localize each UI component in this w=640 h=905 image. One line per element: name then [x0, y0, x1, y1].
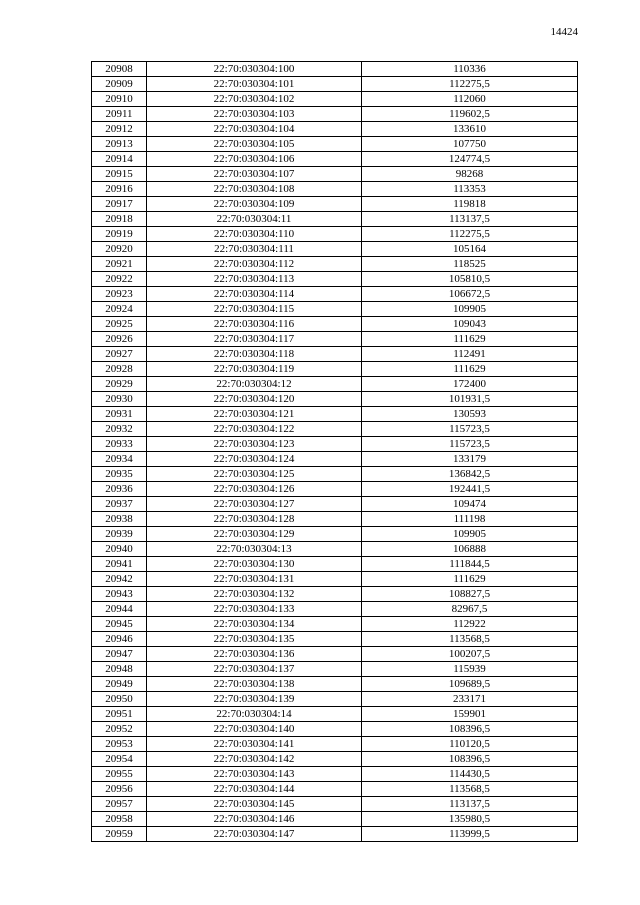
row-number-cell: 20949: [92, 677, 147, 692]
cadastral-value-cell: 113568,5: [362, 632, 578, 647]
cadastral-number-cell: 22:70:030304:108: [147, 182, 362, 197]
row-number-cell: 20940: [92, 542, 147, 557]
table-row: [92, 572, 578, 587]
cadastral-value-cell: 119818: [362, 197, 578, 212]
cadastral-number-cell: 22:70:030304:112: [147, 257, 362, 272]
cadastral-value-cell: 133610: [362, 122, 578, 137]
cadastral-value-cell: 124774,5: [362, 152, 578, 167]
cadastral-number-cell: 22:70:030304:127: [147, 497, 362, 512]
cadastral-value-cell: 112060: [362, 92, 578, 107]
row-number-cell: 20916: [92, 182, 147, 197]
row-number-cell: 20908: [92, 62, 147, 77]
row-number-cell: 20935: [92, 467, 147, 482]
row-number-cell: 20922: [92, 272, 147, 287]
cadastral-number-cell: 22:70:030304:136: [147, 647, 362, 662]
table-row: [92, 407, 578, 422]
table-row: [92, 587, 578, 602]
table-row: [92, 542, 578, 557]
table-row: [92, 422, 578, 437]
cadastral-number-cell: 22:70:030304:111: [147, 242, 362, 257]
cadastral-number-cell: 22:70:030304:119: [147, 362, 362, 377]
cadastral-value-cell: 105164: [362, 242, 578, 257]
row-number-cell: 20948: [92, 662, 147, 677]
cadastral-number-cell: 22:70:030304:126: [147, 482, 362, 497]
cadastral-value-cell: 111629: [362, 332, 578, 347]
table-row: [92, 212, 578, 227]
cadastral-number-cell: 22:70:030304:138: [147, 677, 362, 692]
row-number-cell: 20957: [92, 797, 147, 812]
cadastral-number-cell: 22:70:030304:135: [147, 632, 362, 647]
row-number-cell: 20915: [92, 167, 147, 182]
row-number-cell: 20956: [92, 782, 147, 797]
cadastral-value-cell: 118525: [362, 257, 578, 272]
cadastral-value-cell: 233171: [362, 692, 578, 707]
cadastral-value-cell: 113137,5: [362, 212, 578, 227]
row-number-cell: 20926: [92, 332, 147, 347]
cadastral-number-cell: 22:70:030304:123: [147, 437, 362, 452]
table-row: [92, 737, 578, 752]
row-number-cell: 20931: [92, 407, 147, 422]
cadastral-number-cell: 22:70:030304:103: [147, 107, 362, 122]
row-number-cell: 20959: [92, 827, 147, 842]
cadastral-number-cell: 22:70:030304:129: [147, 527, 362, 542]
cadastral-value-cell: 105810,5: [362, 272, 578, 287]
cadastral-value-cell: 109905: [362, 302, 578, 317]
table-row: [92, 557, 578, 572]
cadastral-value-cell: 106888: [362, 542, 578, 557]
cadastral-value-cell: 172400: [362, 377, 578, 392]
cadastral-number-cell: 22:70:030304:120: [147, 392, 362, 407]
cadastral-value-cell: 98268: [362, 167, 578, 182]
cadastral-number-cell: 22:70:030304:121: [147, 407, 362, 422]
row-number-cell: 20951: [92, 707, 147, 722]
cadastral-number-cell: 22:70:030304:106: [147, 152, 362, 167]
table-row: [92, 242, 578, 257]
cadastral-number-cell: 22:70:030304:13: [147, 542, 362, 557]
row-number-cell: 20945: [92, 617, 147, 632]
table-row: [92, 602, 578, 617]
table-row: [92, 302, 578, 317]
row-number-cell: 20928: [92, 362, 147, 377]
row-number-cell: 20933: [92, 437, 147, 452]
cadastral-number-cell: 22:70:030304:118: [147, 347, 362, 362]
table-row: [92, 812, 578, 827]
table-row: [92, 707, 578, 722]
row-number-cell: 20924: [92, 302, 147, 317]
cadastral-value-cell: 109474: [362, 497, 578, 512]
row-number-cell: 20954: [92, 752, 147, 767]
row-number-cell: 20909: [92, 77, 147, 92]
table-row: [92, 137, 578, 152]
table-row: [92, 767, 578, 782]
cadastral-number-cell: 22:70:030304:146: [147, 812, 362, 827]
table-row: [92, 347, 578, 362]
cadastral-value-cell: 136842,5: [362, 467, 578, 482]
table-row: [92, 752, 578, 767]
cadastral-value-cell: 82967,5: [362, 602, 578, 617]
table-row: [92, 782, 578, 797]
cadastral-value-cell: 115723,5: [362, 437, 578, 452]
row-number-cell: 20919: [92, 227, 147, 242]
table-row: [92, 332, 578, 347]
table-row: [92, 662, 578, 677]
row-number-cell: 20929: [92, 377, 147, 392]
table-row: [92, 527, 578, 542]
cadastral-number-cell: 22:70:030304:107: [147, 167, 362, 182]
table-row: [92, 722, 578, 737]
cadastral-number-cell: 22:70:030304:147: [147, 827, 362, 842]
cadastral-number-cell: 22:70:030304:145: [147, 797, 362, 812]
table-row: [92, 122, 578, 137]
row-number-cell: 20927: [92, 347, 147, 362]
table-row: [92, 62, 578, 77]
table-row: [92, 152, 578, 167]
cadastral-number-cell: 22:70:030304:116: [147, 317, 362, 332]
cadastral-number-cell: 22:70:030304:14: [147, 707, 362, 722]
cadastral-value-cell: 192441,5: [362, 482, 578, 497]
cadastral-number-cell: 22:70:030304:132: [147, 587, 362, 602]
row-number-cell: 20914: [92, 152, 147, 167]
row-number-cell: 20946: [92, 632, 147, 647]
table-row: [92, 452, 578, 467]
cadastral-value-cell: 111844,5: [362, 557, 578, 572]
cadastral-number-cell: 22:70:030304:142: [147, 752, 362, 767]
cadastral-value-cell: 112275,5: [362, 77, 578, 92]
cadastral-number-cell: 22:70:030304:137: [147, 662, 362, 677]
table-row: [92, 227, 578, 242]
cadastral-value-cell: 107750: [362, 137, 578, 152]
table-row: [92, 512, 578, 527]
cadastral-number-cell: 22:70:030304:133: [147, 602, 362, 617]
cadastral-value-cell: 135980,5: [362, 812, 578, 827]
cadastral-number-cell: 22:70:030304:130: [147, 557, 362, 572]
cadastral-number-cell: 22:70:030304:143: [147, 767, 362, 782]
cadastral-number-cell: 22:70:030304:104: [147, 122, 362, 137]
cadastral-value-cell: 108827,5: [362, 587, 578, 602]
cadastral-value-cell: 108396,5: [362, 722, 578, 737]
row-number-cell: 20911: [92, 107, 147, 122]
cadastral-number-cell: 22:70:030304:134: [147, 617, 362, 632]
row-number-cell: 20930: [92, 392, 147, 407]
row-number-cell: 20939: [92, 527, 147, 542]
cadastral-number-cell: 22:70:030304:131: [147, 572, 362, 587]
cadastral-value-cell: 109043: [362, 317, 578, 332]
row-number-cell: 20913: [92, 137, 147, 152]
row-number-cell: 20912: [92, 122, 147, 137]
table-row: [92, 257, 578, 272]
cadastral-number-cell: 22:70:030304:102: [147, 92, 362, 107]
row-number-cell: 20917: [92, 197, 147, 212]
cadastral-number-cell: 22:70:030304:101: [147, 77, 362, 92]
row-number-cell: 20958: [92, 812, 147, 827]
cadastral-number-cell: 22:70:030304:144: [147, 782, 362, 797]
row-number-cell: 20941: [92, 557, 147, 572]
cadastral-value-cell: 112922: [362, 617, 578, 632]
table-row: [92, 827, 578, 842]
cadastral-value-cell: 109905: [362, 527, 578, 542]
row-number-cell: 20938: [92, 512, 147, 527]
cadastral-number-cell: 22:70:030304:139: [147, 692, 362, 707]
table-row: [92, 107, 578, 122]
table-row: [92, 647, 578, 662]
cadastral-number-cell: 22:70:030304:124: [147, 452, 362, 467]
cadastral-value-cell: 113999,5: [362, 827, 578, 842]
cadastral-value-cell: 110336: [362, 62, 578, 77]
cadastral-value-cell: 111629: [362, 362, 578, 377]
row-number-cell: 20936: [92, 482, 147, 497]
cadastral-value-table: [91, 61, 578, 842]
table-row: [92, 467, 578, 482]
cadastral-value-cell: 130593: [362, 407, 578, 422]
cadastral-value-cell: 115939: [362, 662, 578, 677]
row-number-cell: 20923: [92, 287, 147, 302]
cadastral-number-cell: 22:70:030304:117: [147, 332, 362, 347]
table-row: [92, 617, 578, 632]
row-number-cell: 20943: [92, 587, 147, 602]
table-row: [92, 377, 578, 392]
cadastral-value-cell: 113353: [362, 182, 578, 197]
cadastral-value-cell: 111629: [362, 572, 578, 587]
table-row: [92, 497, 578, 512]
cadastral-value-cell: 133179: [362, 452, 578, 467]
row-number-cell: 20910: [92, 92, 147, 107]
cadastral-number-cell: 22:70:030304:122: [147, 422, 362, 437]
row-number-cell: 20955: [92, 767, 147, 782]
table-row: [92, 677, 578, 692]
table-row: [92, 272, 578, 287]
row-number-cell: 20952: [92, 722, 147, 737]
cadastral-number-cell: 22:70:030304:110: [147, 227, 362, 242]
cadastral-value-cell: 159901: [362, 707, 578, 722]
cadastral-value-cell: 113568,5: [362, 782, 578, 797]
table-row: [92, 197, 578, 212]
table-body: [92, 62, 578, 842]
cadastral-value-cell: 100207,5: [362, 647, 578, 662]
table-row: [92, 182, 578, 197]
cadastral-value-cell: 115723,5: [362, 422, 578, 437]
cadastral-number-cell: 22:70:030304:125: [147, 467, 362, 482]
row-number-cell: 20918: [92, 212, 147, 227]
row-number-cell: 20953: [92, 737, 147, 752]
cadastral-number-cell: 22:70:030304:11: [147, 212, 362, 227]
cadastral-value-cell: 109689,5: [362, 677, 578, 692]
table-row: [92, 797, 578, 812]
cadastral-number-cell: 22:70:030304:12: [147, 377, 362, 392]
cadastral-number-cell: 22:70:030304:140: [147, 722, 362, 737]
cadastral-value-cell: 113137,5: [362, 797, 578, 812]
table-row: [92, 437, 578, 452]
cadastral-value-cell: 108396,5: [362, 752, 578, 767]
row-number-cell: 20932: [92, 422, 147, 437]
table-row: [92, 362, 578, 377]
cadastral-value-cell: 119602,5: [362, 107, 578, 122]
row-number-cell: 20947: [92, 647, 147, 662]
cadastral-number-cell: 22:70:030304:114: [147, 287, 362, 302]
table-row: [92, 632, 578, 647]
cadastral-number-cell: 22:70:030304:141: [147, 737, 362, 752]
cadastral-number-cell: 22:70:030304:115: [147, 302, 362, 317]
row-number-cell: 20950: [92, 692, 147, 707]
table-row: [92, 317, 578, 332]
row-number-cell: 20942: [92, 572, 147, 587]
cadastral-number-cell: 22:70:030304:100: [147, 62, 362, 77]
table-row: [92, 692, 578, 707]
cadastral-value-cell: 112491: [362, 347, 578, 362]
table-row: [92, 482, 578, 497]
row-number-cell: 20937: [92, 497, 147, 512]
table-row: [92, 92, 578, 107]
cadastral-number-cell: 22:70:030304:109: [147, 197, 362, 212]
cadastral-number-cell: 22:70:030304:128: [147, 512, 362, 527]
row-number-cell: 20944: [92, 602, 147, 617]
table-row: [92, 392, 578, 407]
cadastral-number-cell: 22:70:030304:105: [147, 137, 362, 152]
row-number-cell: 20920: [92, 242, 147, 257]
cadastral-value-cell: 112275,5: [362, 227, 578, 242]
cadastral-value-cell: 111198: [362, 512, 578, 527]
row-number-cell: 20921: [92, 257, 147, 272]
row-number-cell: 20925: [92, 317, 147, 332]
cadastral-value-cell: 101931,5: [362, 392, 578, 407]
cadastral-value-cell: 106672,5: [362, 287, 578, 302]
cadastral-value-cell: 114430,5: [362, 767, 578, 782]
table-row: [92, 77, 578, 92]
page-number: 14424: [550, 26, 578, 38]
table-row: [92, 287, 578, 302]
cadastral-number-cell: 22:70:030304:113: [147, 272, 362, 287]
row-number-cell: 20934: [92, 452, 147, 467]
table-row: [92, 167, 578, 182]
cadastral-value-cell: 110120,5: [362, 737, 578, 752]
